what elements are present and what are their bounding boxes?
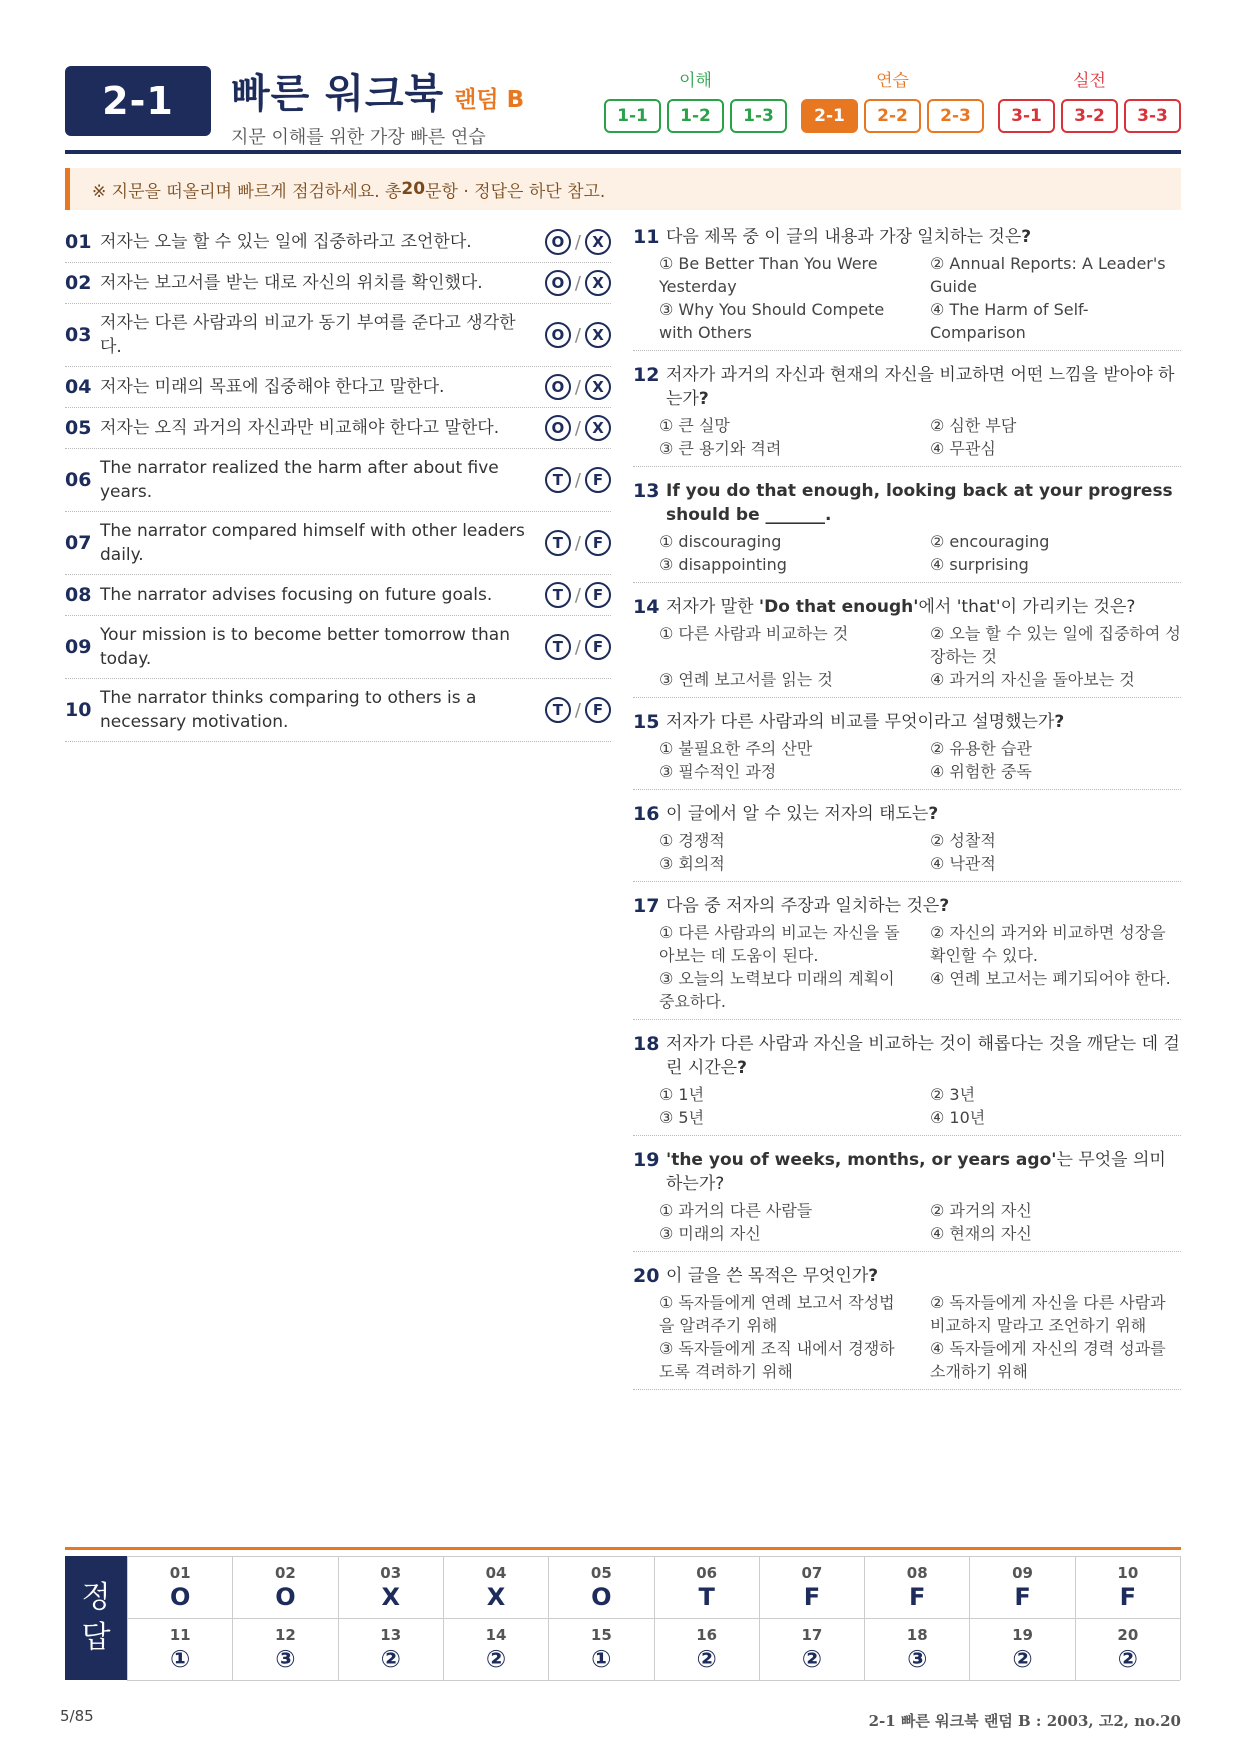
question-text-plain: 다음 중 저자의 주장과 일치하는 것은 bbox=[666, 896, 940, 916]
header-divider bbox=[65, 150, 1181, 154]
option-1[interactable]: ① 큰 실망 bbox=[659, 416, 730, 435]
tf-question bbox=[65, 263, 611, 304]
answer-number: 01 bbox=[169, 1563, 191, 1582]
page-title: 빠른 워크북 bbox=[231, 71, 445, 117]
answer-value: F bbox=[803, 1582, 821, 1611]
option-2[interactable]: ② 과거의 자신 bbox=[930, 1201, 1032, 1220]
tf-question bbox=[65, 222, 611, 263]
option-2[interactable]: ② 심한 부담 bbox=[930, 416, 1017, 435]
choice-separator: / bbox=[574, 417, 581, 439]
answer-value: F bbox=[1014, 1582, 1031, 1611]
option-4[interactable]: ④ surprising bbox=[930, 555, 1029, 574]
question-text-plain: 이 글에서 알 수 있는 저자의 태도는 bbox=[666, 804, 929, 824]
step-button-1-1[interactable]: 1-1 bbox=[604, 99, 661, 133]
answer-value: O bbox=[169, 1582, 191, 1611]
option-3[interactable]: ③ Why You Should Compete with Others bbox=[659, 300, 885, 342]
answer-number: 18 bbox=[906, 1625, 928, 1644]
question-text-bold: If you do that enough, looking back at your progress should be _______. bbox=[666, 481, 1173, 525]
answer-table bbox=[65, 1556, 1181, 1680]
answer-cell bbox=[232, 1557, 337, 1619]
mc-question bbox=[633, 476, 1181, 583]
answer-cell bbox=[338, 1557, 443, 1619]
question-text: 저자는 다른 사람과의 비교가 동기 부여를 준다고 생각한다. bbox=[100, 313, 516, 357]
mc-question bbox=[633, 222, 1181, 351]
choice-f-circle[interactable]: F bbox=[585, 582, 611, 608]
tf-question-list bbox=[65, 222, 611, 742]
answer-value: F bbox=[909, 1582, 926, 1611]
answer-value: ② bbox=[801, 1644, 823, 1673]
question-text bbox=[666, 595, 1181, 619]
mc-question-head bbox=[633, 894, 1181, 918]
choice-o-circle[interactable]: O bbox=[545, 415, 571, 441]
question-number: 01 bbox=[65, 231, 92, 253]
option-1[interactable]: ① discouraging bbox=[659, 532, 782, 551]
option-3[interactable]: ③ 연례 보고서를 읽는 것 bbox=[659, 670, 833, 689]
step-group-buttons bbox=[998, 99, 1181, 133]
source-note: 2-1 빠른 워크북 랜덤 B : 2003, 고2, no.20 bbox=[868, 1712, 1181, 1730]
answer-divider bbox=[65, 1547, 1181, 1550]
answer-number: 02 bbox=[275, 1563, 296, 1582]
choice-separator: / bbox=[574, 699, 581, 721]
answer-number: 05 bbox=[590, 1563, 612, 1582]
answer-value: F bbox=[1119, 1582, 1137, 1611]
option-1[interactable]: ① 불필요한 주의 산만 bbox=[659, 739, 813, 758]
choice-x-circle[interactable]: X bbox=[585, 322, 611, 348]
question-number: 18 bbox=[633, 1033, 660, 1055]
option-3[interactable]: ③ 필수적인 과정 bbox=[659, 762, 777, 781]
page-number: 5/85 bbox=[60, 1707, 94, 1725]
choice-o-circle[interactable]: O bbox=[545, 322, 571, 348]
option-2[interactable]: ② 오늘 할 수 있는 일에 집중하여 성장하는 것 bbox=[930, 624, 1181, 666]
option-4[interactable]: ④ 낙관적 bbox=[930, 854, 996, 873]
question-number: 17 bbox=[633, 895, 660, 917]
choice-t-circle[interactable]: T bbox=[545, 467, 571, 493]
mc-question bbox=[633, 1145, 1181, 1252]
question-text: Your mission is to become better tomorrow than today. bbox=[100, 625, 510, 669]
answer-cell bbox=[969, 1619, 1074, 1681]
answer-number: 14 bbox=[485, 1625, 507, 1644]
tf-question bbox=[65, 679, 611, 742]
question-number: 15 bbox=[633, 711, 660, 733]
question-text-bold: 'the you of weeks, months, or years ago' bbox=[666, 1150, 1057, 1170]
option-1[interactable]: ① 다른 사람과의 비교는 자신을 돌아보는 데 도움이 된다. bbox=[659, 923, 900, 965]
answer-number: 16 bbox=[696, 1625, 718, 1644]
answer-number: 09 bbox=[1012, 1563, 1033, 1582]
answer-value: ② bbox=[1012, 1644, 1033, 1673]
answer-cell bbox=[864, 1557, 969, 1619]
mc-question-list bbox=[633, 222, 1181, 1399]
question-number: 08 bbox=[65, 584, 92, 606]
question-text bbox=[666, 225, 1181, 249]
tf-question bbox=[65, 575, 611, 616]
question-text-bold: ? bbox=[928, 804, 939, 824]
question-text-plain: 저자가 말한 bbox=[666, 597, 759, 617]
answer-number: 17 bbox=[801, 1625, 823, 1644]
choice-x-circle[interactable]: X bbox=[585, 270, 611, 296]
option-1[interactable]: ① 1년 bbox=[659, 1085, 705, 1104]
answer-cell bbox=[443, 1619, 548, 1681]
answer-value: ① bbox=[591, 1644, 612, 1673]
question-text-bold: ? bbox=[698, 389, 709, 409]
answer-number: 08 bbox=[906, 1563, 928, 1582]
option-2[interactable]: ② 독자들에게 자신을 다른 사람과 비교하지 말라고 조언하기 위해 bbox=[930, 1293, 1166, 1335]
option-list bbox=[633, 829, 1181, 875]
question-number: 04 bbox=[65, 376, 92, 398]
question-number: 16 bbox=[633, 803, 660, 825]
answer-grid bbox=[127, 1556, 1181, 1680]
step-button-2-1[interactable]: 2-1 bbox=[801, 99, 858, 133]
option-list bbox=[633, 1083, 1181, 1129]
option-1[interactable]: ① 과거의 다른 사람들 bbox=[659, 1201, 813, 1220]
step-navigation bbox=[604, 66, 1181, 133]
option-list bbox=[633, 1199, 1181, 1245]
choice-t-circle[interactable]: T bbox=[545, 697, 571, 723]
answer-cell bbox=[232, 1619, 337, 1681]
answer-cell bbox=[1075, 1557, 1180, 1619]
title-block bbox=[231, 62, 524, 149]
title-tag: 랜덤 B bbox=[454, 87, 525, 113]
question-text: The narrator thinks comparing to others is a necessary motivation. bbox=[100, 688, 477, 732]
question-text bbox=[666, 363, 1181, 411]
question-number: 11 bbox=[633, 226, 660, 248]
question-text-bold: 'Do that enough' bbox=[758, 597, 919, 617]
choice-x-circle[interactable]: X bbox=[585, 229, 611, 255]
question-text: 저자는 보고서를 받는 대로 자신의 위치를 확인했다. bbox=[100, 273, 483, 293]
question-text bbox=[666, 710, 1181, 734]
question-text: 저자는 오늘 할 수 있는 일에 집중하라고 조언한다. bbox=[100, 232, 472, 252]
step-group-label: 실전 bbox=[1073, 71, 1106, 91]
choice-separator: / bbox=[574, 324, 581, 346]
choice-separator: / bbox=[574, 636, 581, 658]
answer-number: 10 bbox=[1117, 1563, 1139, 1582]
question-text: 저자는 오직 과거의 자신과만 비교해야 한다고 말한다. bbox=[100, 418, 500, 438]
step-button-2-3[interactable]: 2-3 bbox=[927, 99, 984, 133]
option-4[interactable]: ④ The Harm of Self-Comparison bbox=[930, 300, 1089, 342]
option-1[interactable]: ① Be Better Than You Were Yesterday bbox=[659, 254, 878, 296]
choice-t-circle[interactable]: T bbox=[545, 530, 571, 556]
answer-value: ② bbox=[380, 1644, 401, 1673]
option-4[interactable]: ④ 과거의 자신을 돌아보는 것 bbox=[930, 670, 1135, 689]
mc-question-head bbox=[633, 363, 1181, 411]
answer-number: 04 bbox=[485, 1563, 507, 1582]
question-text-bold: ? bbox=[868, 1266, 879, 1286]
step-button-2-2[interactable]: 2-2 bbox=[864, 99, 921, 133]
question-text bbox=[666, 479, 1181, 527]
choice-o-circle[interactable]: O bbox=[545, 270, 571, 296]
choice-separator: / bbox=[574, 272, 581, 294]
question-text-plain: 다음 제목 중 이 글의 내용과 가장 일치하는 것은 bbox=[666, 227, 1022, 247]
option-3[interactable]: ③ 5년 bbox=[659, 1108, 705, 1127]
choice-f-circle[interactable]: F bbox=[585, 467, 611, 493]
answer-value: T bbox=[698, 1582, 715, 1611]
choice-t-circle[interactable]: T bbox=[545, 634, 571, 660]
answer-choices bbox=[545, 270, 611, 296]
mc-question-head bbox=[633, 1032, 1181, 1080]
step-group bbox=[998, 66, 1181, 133]
tf-question bbox=[65, 449, 611, 512]
question-number: 12 bbox=[633, 364, 660, 386]
question-number: 19 bbox=[633, 1149, 660, 1171]
question-number: 07 bbox=[65, 532, 92, 554]
answer-number: 15 bbox=[590, 1625, 612, 1644]
option-4[interactable]: ④ 위험한 중독 bbox=[930, 762, 1032, 781]
option-4[interactable]: ④ 무관심 bbox=[930, 439, 996, 458]
question-number: 03 bbox=[65, 324, 92, 346]
answer-value: O bbox=[591, 1582, 612, 1611]
tf-question bbox=[65, 367, 611, 408]
question-text-plain: 저자가 다른 사람과 자신을 비교하는 것이 해롭다는 것을 깨닫는 데 걸린 시간은 bbox=[666, 1034, 1180, 1078]
option-4[interactable]: ④ 독자들에게 자신의 경력 성과를 소개하기 위해 bbox=[930, 1339, 1166, 1381]
choice-separator: / bbox=[574, 532, 581, 554]
option-4[interactable]: ④ 현재의 자신 bbox=[930, 1224, 1032, 1243]
option-list bbox=[633, 921, 1181, 1013]
option-2[interactable]: ② encouraging bbox=[930, 532, 1050, 551]
answer-value: X bbox=[381, 1582, 400, 1611]
tf-question bbox=[65, 304, 611, 367]
answer-number: 06 bbox=[696, 1563, 718, 1582]
answer-cell bbox=[1075, 1619, 1180, 1681]
question-text-plain: 저자가 다른 사람과의 비교를 무엇이라고 설명했는가 bbox=[666, 712, 1055, 732]
answer-choices bbox=[545, 582, 611, 608]
question-number: 13 bbox=[633, 480, 660, 502]
question-number: 05 bbox=[65, 417, 92, 439]
answer-choices bbox=[545, 697, 611, 723]
option-2[interactable]: ② 자신의 과거와 비교하면 성장을 확인할 수 있다. bbox=[930, 923, 1166, 965]
question-number: 20 bbox=[633, 1265, 660, 1287]
answer-value: ② bbox=[1117, 1644, 1138, 1673]
tf-question bbox=[65, 616, 611, 679]
page-subtitle: 지문 이해를 위한 가장 빠른 연습 bbox=[231, 127, 486, 148]
choice-o-circle[interactable]: O bbox=[545, 229, 571, 255]
question-text: 저자는 미래의 목표에 집중해야 한다고 말한다. bbox=[100, 377, 445, 397]
option-2[interactable]: ② 성찰적 bbox=[930, 831, 996, 850]
notice-suffix: 문항 · 정답은 하단 참고. bbox=[425, 181, 606, 202]
mc-question bbox=[633, 891, 1181, 1020]
option-3[interactable]: ③ 독자들에게 조직 내에서 경쟁하도록 격려하기 위해 bbox=[659, 1339, 895, 1381]
question-number: 10 bbox=[65, 699, 92, 721]
answer-value: O bbox=[275, 1582, 296, 1611]
answer-value: X bbox=[486, 1582, 506, 1611]
notice-count: 20 bbox=[401, 179, 426, 199]
mc-question bbox=[633, 360, 1181, 467]
instruction-notice bbox=[65, 168, 1181, 210]
choice-t-circle[interactable]: T bbox=[545, 582, 571, 608]
question-number: 09 bbox=[65, 636, 92, 658]
choice-separator: / bbox=[574, 584, 581, 606]
question-text-tail: 는 무엇을 의미하는가? bbox=[666, 1150, 1166, 1194]
option-3[interactable]: ③ 미래의 자신 bbox=[659, 1224, 761, 1243]
question-text: The narrator realized the harm after about five years. bbox=[100, 458, 499, 502]
mc-question-head bbox=[633, 479, 1181, 527]
option-1[interactable]: ① 다른 사람과 비교하는 것 bbox=[659, 624, 849, 643]
option-list bbox=[633, 622, 1181, 691]
mc-question-head bbox=[633, 1148, 1181, 1196]
answer-cell bbox=[548, 1557, 653, 1619]
option-1[interactable]: ① 경쟁적 bbox=[659, 831, 725, 850]
mc-question-head bbox=[633, 1264, 1181, 1288]
mc-question bbox=[633, 1261, 1181, 1390]
choice-separator: / bbox=[574, 376, 581, 398]
choice-f-circle[interactable]: F bbox=[585, 530, 611, 556]
answer-choices bbox=[545, 467, 611, 493]
answer-number: 03 bbox=[380, 1563, 402, 1582]
answer-number: 19 bbox=[1012, 1625, 1033, 1644]
page-header bbox=[65, 66, 1181, 152]
step-button-3-2[interactable]: 3-2 bbox=[1061, 99, 1118, 133]
question-text bbox=[666, 1148, 1181, 1196]
option-list bbox=[633, 530, 1181, 576]
step-group-label: 연습 bbox=[876, 71, 909, 91]
option-list bbox=[633, 737, 1181, 783]
mc-question-head bbox=[633, 802, 1181, 826]
answer-number: 13 bbox=[380, 1625, 402, 1644]
answer-value: ② bbox=[696, 1644, 717, 1673]
answer-number: 11 bbox=[169, 1625, 191, 1644]
answer-label-2: 답 bbox=[81, 1620, 111, 1655]
option-3[interactable]: ③ 오늘의 노력보다 미래의 계획이 중요하다. bbox=[659, 969, 895, 1011]
option-4[interactable]: ④ 10년 bbox=[930, 1108, 986, 1127]
question-number: 02 bbox=[65, 272, 92, 294]
mc-question-head bbox=[633, 595, 1181, 619]
mc-question bbox=[633, 799, 1181, 882]
question-text-bold: ? bbox=[1054, 712, 1065, 732]
answer-number: 12 bbox=[275, 1625, 296, 1644]
answer-cell bbox=[759, 1619, 864, 1681]
question-text-bold: ? bbox=[1021, 227, 1032, 247]
mc-question-head bbox=[633, 710, 1181, 734]
question-text-bold: ? bbox=[737, 1058, 747, 1078]
step-button-1-2[interactable]: 1-2 bbox=[667, 99, 724, 133]
step-button-1-3[interactable]: 1-3 bbox=[730, 99, 787, 133]
answer-number: 07 bbox=[801, 1563, 823, 1582]
mc-question bbox=[633, 707, 1181, 790]
option-2[interactable]: ② 3년 bbox=[930, 1085, 976, 1104]
mc-question bbox=[633, 1029, 1181, 1136]
step-button-3-3[interactable]: 3-3 bbox=[1124, 99, 1181, 133]
answer-label bbox=[65, 1556, 127, 1680]
choice-o-circle[interactable]: O bbox=[545, 374, 571, 400]
question-number: 14 bbox=[633, 596, 660, 618]
answer-choices bbox=[545, 374, 611, 400]
option-list bbox=[633, 252, 1181, 344]
choice-f-circle[interactable]: F bbox=[585, 697, 611, 723]
option-list bbox=[633, 1291, 1181, 1383]
step-group bbox=[801, 66, 984, 133]
option-3[interactable]: ③ 회의적 bbox=[659, 854, 725, 873]
question-text: The narrator advises focusing on future goals. bbox=[100, 585, 493, 605]
answer-cell bbox=[338, 1619, 443, 1681]
answer-cell bbox=[969, 1557, 1074, 1619]
answer-choices bbox=[545, 634, 611, 660]
answer-cell bbox=[548, 1619, 653, 1681]
answer-cell bbox=[127, 1619, 232, 1681]
step-group-label: 이해 bbox=[679, 71, 712, 91]
step-group-buttons bbox=[604, 99, 787, 133]
answer-cell bbox=[127, 1557, 232, 1619]
question-number: 06 bbox=[65, 469, 92, 491]
step-group-buttons bbox=[801, 99, 984, 133]
question-text-tail: 에서 'that'이 가리키는 것은? bbox=[918, 597, 1136, 617]
choice-separator: / bbox=[574, 231, 581, 253]
option-2[interactable]: ② Annual Reports: A Leader's Guide bbox=[930, 254, 1166, 296]
option-list bbox=[633, 414, 1181, 460]
question-text-plain: 이 글을 쓴 목적은 무엇인가 bbox=[666, 1266, 869, 1286]
question-text bbox=[666, 802, 1181, 826]
question-text-plain: 저자가 과거의 자신과 현재의 자신을 비교하면 어떤 느낌을 받아야 하는가 bbox=[666, 365, 1175, 409]
choice-x-circle[interactable]: X bbox=[585, 415, 611, 441]
question-text: The narrator compared himself with other leaders daily. bbox=[100, 521, 525, 565]
option-3[interactable]: ③ 큰 용기와 격려 bbox=[659, 439, 782, 458]
option-3[interactable]: ③ disappointing bbox=[659, 555, 787, 574]
option-2[interactable]: ② 유용한 습관 bbox=[930, 739, 1032, 758]
question-text-bold: ? bbox=[939, 896, 950, 916]
answer-value: ① bbox=[169, 1644, 191, 1673]
answer-value: ③ bbox=[907, 1644, 928, 1673]
mc-question bbox=[633, 592, 1181, 698]
choice-f-circle[interactable]: F bbox=[585, 634, 611, 660]
option-1[interactable]: ① 독자들에게 연례 보고서 작성법을 알려주기 위해 bbox=[659, 1293, 895, 1335]
answer-choices bbox=[545, 229, 611, 255]
question-text bbox=[666, 1032, 1181, 1080]
answer-cell bbox=[864, 1619, 969, 1681]
option-4[interactable]: ④ 연례 보고서는 폐기되어야 한다. bbox=[930, 969, 1171, 988]
answer-cell bbox=[443, 1557, 548, 1619]
answer-cell bbox=[759, 1557, 864, 1619]
mc-question-head bbox=[633, 225, 1181, 249]
question-text bbox=[666, 1264, 1181, 1288]
answer-value: ② bbox=[485, 1644, 507, 1673]
answer-choices bbox=[545, 530, 611, 556]
answer-value: ③ bbox=[275, 1644, 296, 1673]
answer-choices bbox=[545, 415, 611, 441]
tf-question bbox=[65, 512, 611, 575]
choice-x-circle[interactable]: X bbox=[585, 374, 611, 400]
answer-number: 20 bbox=[1117, 1625, 1139, 1644]
answer-label-1: 정 bbox=[81, 1580, 111, 1615]
choice-separator: / bbox=[574, 469, 581, 491]
step-button-3-1[interactable]: 3-1 bbox=[998, 99, 1055, 133]
notice-prefix: ※ 지문을 떠올리며 빠르게 점검하세요. 총 bbox=[92, 181, 402, 202]
answer-cell bbox=[654, 1619, 759, 1681]
answer-cell bbox=[654, 1557, 759, 1619]
answer-choices bbox=[545, 322, 611, 348]
tf-question bbox=[65, 408, 611, 449]
question-text bbox=[666, 894, 1181, 918]
unit-badge: 2-1 bbox=[65, 66, 211, 136]
step-group bbox=[604, 66, 787, 133]
